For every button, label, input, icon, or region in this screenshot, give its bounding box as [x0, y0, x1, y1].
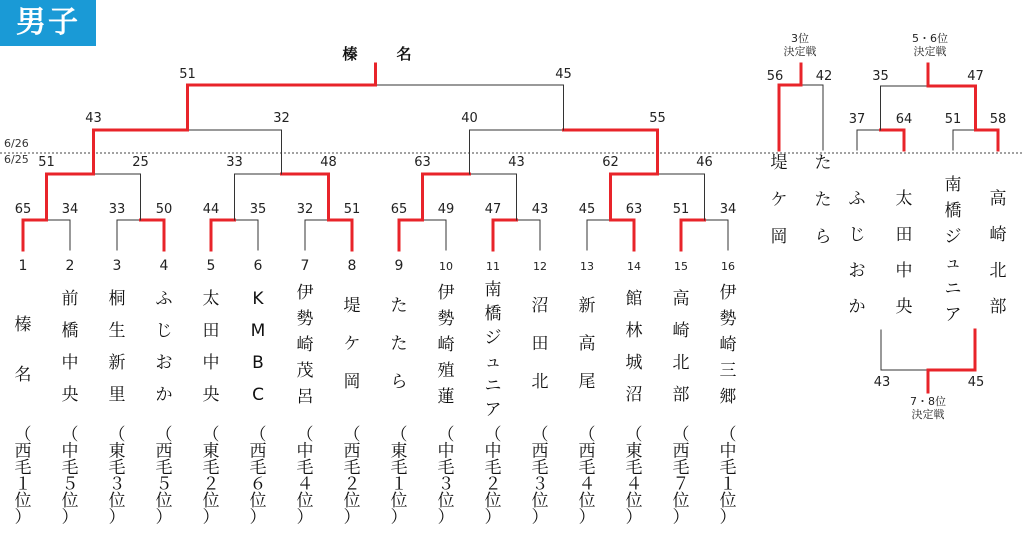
school-name: 中: [202, 353, 220, 373]
district-rank: （: [531, 425, 549, 445]
third-place-team: た: [814, 153, 832, 173]
fifth-place-team: 央: [895, 297, 913, 317]
r1-score: 43: [531, 202, 549, 217]
district-rank: ）: [202, 507, 220, 528]
district-rank: 東: [202, 441, 220, 462]
district-rank: （: [437, 425, 455, 445]
r1-score: 34: [61, 202, 79, 217]
school-name: 郷: [719, 387, 737, 407]
seed-number: 5: [206, 258, 216, 274]
r1-score: 45: [578, 202, 596, 217]
school-name: 伊: [437, 283, 455, 303]
district-rank: 毛: [108, 458, 126, 478]
school-name: 崎: [437, 335, 455, 355]
district-rank: （: [719, 425, 737, 445]
district-rank: 位: [14, 491, 32, 511]
third-place-score: 42: [815, 69, 833, 84]
district-rank: 位: [625, 491, 643, 511]
district-rank: （: [249, 425, 267, 445]
fifth-place-team: か: [848, 297, 866, 317]
r3-score: 55: [649, 111, 666, 126]
district-rank: ２: [343, 474, 361, 495]
third-place-team: 堤: [770, 153, 788, 173]
school-name: 三: [719, 361, 737, 381]
district-rank: （: [625, 425, 643, 445]
fifth-place-title: 決定戦: [913, 45, 947, 58]
r2-score: 46: [696, 155, 713, 170]
district-rank: ）: [531, 507, 549, 528]
school-name: 勢: [719, 309, 737, 329]
district-rank: ４: [578, 474, 596, 495]
district-rank: ）: [155, 507, 173, 528]
district-rank: 西: [249, 441, 267, 462]
district-rank: 中: [437, 441, 455, 462]
district-rank: ）: [108, 507, 126, 528]
district-rank: 位: [578, 491, 596, 511]
fifth-place-team: ジ: [944, 227, 962, 247]
district-rank: 毛: [61, 458, 79, 478]
r2-score: 62: [602, 155, 619, 170]
district-rank: 中: [719, 441, 737, 462]
district-rank: 毛: [625, 458, 643, 478]
district-rank: 毛: [484, 458, 502, 478]
district-rank: 東: [625, 441, 643, 462]
seed-number: 7: [300, 258, 310, 274]
seed-number: 4: [159, 258, 169, 274]
school-name: ら: [390, 372, 408, 392]
seed-number: 16: [721, 260, 735, 273]
school-name: ジ: [484, 328, 502, 348]
fifth-place-team: 橋: [944, 201, 962, 221]
district-rank: ５: [61, 474, 79, 495]
school-name: 北: [531, 372, 549, 392]
mens-badge: 男子: [0, 0, 96, 46]
district-rank: 西: [531, 441, 549, 462]
r1-score: 65: [390, 202, 408, 217]
district-rank: （: [14, 425, 32, 445]
school-name: お: [155, 353, 173, 373]
r3-score: 43: [85, 111, 102, 126]
third-place-score: 56: [766, 69, 784, 84]
district-rank: 位: [296, 491, 314, 511]
district-rank: ）: [625, 507, 643, 528]
school-name: 尾: [578, 372, 596, 392]
bracket-title: 名: [396, 45, 412, 63]
district-rank: 毛: [296, 458, 314, 478]
district-rank: ）: [61, 507, 79, 528]
school-name: ふ: [155, 289, 173, 309]
fifth-place-team: 田: [895, 225, 913, 245]
r1-score: 51: [343, 202, 361, 217]
district-rank: 西: [578, 441, 596, 462]
school-name: 央: [202, 385, 220, 405]
school-name: 名: [14, 365, 32, 385]
district-rank: ２: [484, 474, 502, 495]
seed-number: 15: [674, 260, 688, 273]
school-name: 城: [625, 353, 643, 373]
fifth-place-team: 高: [989, 189, 1007, 209]
r2-score: 43: [508, 155, 525, 170]
district-rank: ）: [578, 507, 596, 528]
seed-number: 8: [347, 258, 357, 274]
fifth-place-title: 5・6位: [912, 32, 948, 45]
r1-score: 51: [672, 202, 690, 217]
school-name: 勢: [437, 309, 455, 329]
district-rank: 位: [202, 491, 220, 511]
school-name: 沼: [531, 296, 549, 316]
district-rank: （: [108, 425, 126, 445]
school-name: 崎: [719, 335, 737, 355]
fifth-semi-score: 58: [989, 112, 1007, 127]
fifth-semi-score: 51: [944, 112, 962, 127]
school-name: B: [252, 353, 264, 373]
district-rank: 毛: [578, 458, 596, 478]
district-rank: ）: [484, 507, 502, 528]
school-name: 崎: [296, 335, 314, 355]
seventh-place-score: 43: [873, 375, 891, 390]
r3-score: 32: [273, 111, 290, 126]
district-rank: ）: [249, 507, 267, 528]
school-name: 高: [578, 334, 596, 354]
r2-score: 63: [414, 155, 431, 170]
district-rank: 毛: [390, 458, 408, 478]
seed-number: 13: [580, 260, 594, 273]
seed-number: 11: [486, 260, 500, 273]
school-name: 林: [625, 321, 643, 341]
school-name: 橋: [61, 321, 79, 341]
r1-score: 50: [155, 202, 173, 217]
seed-number: 12: [533, 260, 547, 273]
district-rank: （: [61, 425, 79, 445]
fifth-final-score: 47: [967, 69, 984, 84]
district-rank: 毛: [155, 458, 173, 478]
district-rank: 位: [155, 491, 173, 511]
seed-number: 1: [18, 258, 28, 274]
district-rank: 毛: [672, 458, 690, 478]
third-place-team: 岡: [770, 227, 788, 247]
district-rank: ４: [296, 474, 314, 495]
district-rank: （: [484, 425, 502, 445]
district-rank: 西: [14, 441, 32, 462]
school-name: 高: [672, 289, 690, 309]
district-rank: ３: [531, 474, 549, 495]
r2-score: 25: [132, 155, 149, 170]
fifth-place-team: 崎: [989, 225, 1007, 245]
district-rank: 東: [390, 441, 408, 462]
school-name: 殖: [437, 361, 455, 381]
district-rank: 位: [390, 491, 408, 511]
bracket-title: 榛: [342, 45, 358, 63]
third-place-title: 3位: [791, 32, 809, 45]
fifth-place-team: じ: [848, 225, 866, 245]
district-rank: ）: [437, 507, 455, 528]
district-rank: 位: [531, 491, 549, 511]
district-rank: （: [202, 425, 220, 445]
final-score: 45: [555, 67, 572, 82]
district-rank: 毛: [719, 458, 737, 478]
school-name: 蓮: [437, 387, 455, 407]
date-label-lower: 6/25: [4, 153, 29, 166]
district-rank: 西: [343, 441, 361, 462]
district-rank: 毛: [249, 458, 267, 478]
district-rank: 毛: [202, 458, 220, 478]
school-name: ケ: [343, 334, 361, 354]
r1-score: 44: [202, 202, 220, 217]
district-rank: １: [14, 474, 32, 495]
district-rank: ）: [296, 507, 314, 528]
fifth-place-team: 部: [989, 297, 1007, 317]
school-name: 新: [108, 353, 126, 373]
school-name: 橋: [484, 304, 502, 324]
district-rank: ７: [672, 474, 690, 495]
district-rank: 毛: [343, 458, 361, 478]
school-name: た: [390, 296, 408, 316]
district-rank: 位: [672, 491, 690, 511]
district-rank: （: [390, 425, 408, 445]
fifth-final-score: 35: [872, 69, 889, 84]
final-score: 51: [179, 67, 196, 82]
fifth-place-team: 太: [895, 189, 913, 209]
school-name: 田: [531, 334, 549, 354]
district-rank: 位: [108, 491, 126, 511]
third-place-title: 決定戦: [783, 45, 817, 58]
seed-number: 6: [253, 258, 263, 274]
school-name: 前: [61, 289, 79, 309]
third-place-team: ケ: [770, 190, 788, 210]
school-name: 新: [578, 296, 596, 316]
district-rank: ３: [437, 474, 455, 495]
district-rank: 毛: [531, 458, 549, 478]
school-name: か: [155, 385, 173, 405]
school-name: 里: [108, 385, 126, 405]
seventh-place-title: 7・8位: [910, 395, 946, 408]
district-rank: 位: [719, 491, 737, 511]
school-name: C: [252, 385, 264, 405]
school-name: 生: [108, 321, 126, 341]
school-name: 田: [202, 321, 220, 341]
district-rank: ）: [719, 507, 737, 528]
district-rank: ３: [108, 474, 126, 495]
school-name: た: [390, 334, 408, 354]
district-rank: ６: [249, 474, 267, 495]
third-place-team: ら: [814, 227, 832, 247]
r1-score: 35: [249, 202, 267, 217]
school-name: 伊: [719, 283, 737, 303]
fifth-place-team: ア: [944, 305, 962, 325]
district-rank: ２: [202, 474, 220, 495]
r3-score: 40: [461, 111, 478, 126]
fifth-place-team: ふ: [848, 189, 866, 209]
district-rank: ４: [625, 474, 643, 495]
r2-score: 33: [226, 155, 243, 170]
district-rank: （: [343, 425, 361, 445]
district-rank: 東: [108, 441, 126, 462]
district-rank: 中: [296, 441, 314, 462]
district-rank: （: [578, 425, 596, 445]
seed-number: 10: [439, 260, 453, 273]
district-rank: ）: [672, 507, 690, 528]
district-rank: 毛: [437, 458, 455, 478]
school-name: ュ: [484, 352, 502, 372]
school-name: 南: [484, 280, 502, 300]
school-name: 岡: [343, 372, 361, 392]
r1-score: 49: [437, 202, 455, 217]
district-rank: （: [155, 425, 173, 445]
seed-number: 3: [112, 258, 122, 274]
school-name: ニ: [484, 376, 502, 396]
district-rank: ）: [343, 507, 361, 528]
school-name: 沼: [625, 385, 643, 405]
school-name: 伊: [296, 283, 314, 303]
seventh-place-score: 45: [967, 375, 985, 390]
r2-score: 48: [320, 155, 337, 170]
fifth-place-team: 南: [944, 175, 962, 195]
school-name: 崎: [672, 321, 690, 341]
district-rank: （: [296, 425, 314, 445]
school-name: M: [250, 321, 266, 341]
district-rank: １: [719, 474, 737, 495]
school-name: 北: [672, 353, 690, 373]
school-name: 中: [61, 353, 79, 373]
district-rank: 位: [343, 491, 361, 511]
fifth-semi-score: 37: [848, 112, 866, 127]
fifth-semi-score: 64: [895, 112, 913, 127]
fifth-place-team: 中: [895, 261, 913, 281]
school-name: 部: [672, 385, 690, 405]
school-name: じ: [155, 321, 173, 341]
district-rank: 位: [61, 491, 79, 511]
r2-score: 51: [38, 155, 55, 170]
district-rank: 西: [155, 441, 173, 462]
district-rank: １: [390, 474, 408, 495]
district-rank: ）: [14, 507, 32, 528]
date-label-upper: 6/26: [4, 137, 29, 150]
school-name: 館: [625, 289, 643, 309]
district-rank: 位: [484, 491, 502, 511]
district-rank: （: [672, 425, 690, 445]
district-rank: ５: [155, 474, 173, 495]
third-place-team: た: [814, 190, 832, 210]
school-name: ア: [484, 400, 502, 420]
r1-score: 47: [484, 202, 502, 217]
fifth-place-team: ュ: [944, 253, 962, 273]
school-name: 茂: [296, 361, 314, 381]
school-name: 堤: [343, 296, 361, 316]
r1-score: 33: [108, 202, 126, 217]
seed-number: 2: [65, 258, 75, 274]
r1-score: 65: [14, 202, 32, 217]
school-name: 榛: [14, 315, 32, 335]
district-rank: 西: [672, 441, 690, 462]
district-rank: ）: [390, 507, 408, 528]
r1-score: 34: [719, 202, 737, 217]
school-name: 太: [202, 289, 220, 309]
school-name: K: [252, 289, 264, 309]
district-rank: 中: [484, 441, 502, 462]
fifth-place-team: お: [848, 261, 866, 281]
r1-score: 32: [296, 202, 314, 217]
district-rank: 位: [437, 491, 455, 511]
fifth-place-team: 北: [989, 261, 1007, 281]
fifth-place-team: ニ: [944, 279, 962, 299]
school-name: 勢: [296, 309, 314, 329]
district-rank: 位: [249, 491, 267, 511]
district-rank: 中: [61, 441, 79, 462]
seventh-place-title: 決定戦: [911, 408, 945, 421]
seed-number: 14: [627, 260, 641, 273]
school-name: 呂: [296, 387, 314, 407]
school-name: 桐: [108, 289, 126, 309]
seed-number: 9: [394, 258, 404, 274]
r1-score: 63: [625, 202, 643, 217]
district-rank: 毛: [14, 458, 32, 478]
school-name: 央: [61, 385, 79, 405]
